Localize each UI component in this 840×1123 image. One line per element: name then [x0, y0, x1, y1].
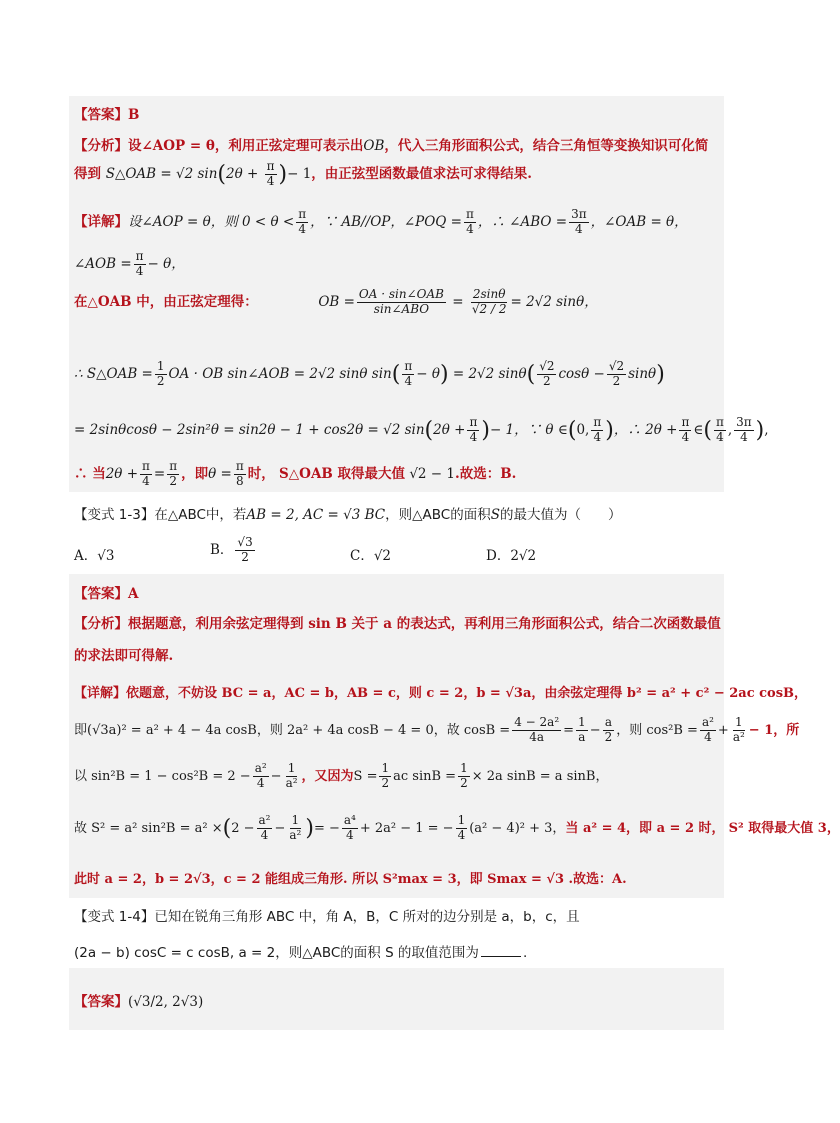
math-expr: = − — [313, 820, 340, 836]
detail-text: S² 取得最大值 3， — [728, 820, 840, 836]
fraction: $\frac{1}{\text{a²}}$ — [732, 715, 745, 744]
analysis-line-3 — [74, 612, 721, 632]
answer-value: B — [128, 107, 140, 123]
math-expr: 设∠AOP = θ，则 0 < θ < — [128, 213, 295, 230]
option-d[interactable]: D．2√2 — [486, 548, 537, 564]
fraction: $\frac{3\pi}{4}$ — [736, 415, 752, 444]
detail-text: ，即 — [181, 465, 209, 482]
fraction: $\frac{√2}{2}$ — [539, 359, 555, 388]
detail-tag: 【详解】 — [74, 686, 127, 701]
variant-tag: 【变式 1-4】 — [74, 909, 155, 925]
fraction: $\frac{\text{OA · sin∠OAB}}{\text{sin∠ABO}}$ — [358, 287, 444, 316]
math-expr: ∈ — [693, 421, 704, 438]
math-expr: √2 − 1 — [409, 465, 456, 482]
answer-blank[interactable] — [481, 956, 521, 957]
detail-text: ∴ 当 — [74, 465, 106, 482]
fraction: $\frac{\text{4 − 2a²}}{4a}$ — [514, 715, 560, 744]
answer-line-1 — [74, 103, 139, 123]
fraction: $\frac{\pi}{4}$ — [135, 249, 144, 278]
detail-text: 此时 a = 2，b = 2√3，c = 2 能组成三角形. 所以 S²max = 3，即 Smax = √3 .故选：A. — [74, 872, 627, 887]
fraction: $\frac{\pi}{4}$ — [465, 207, 474, 236]
stem-text: 已知在锐角三角形 ABC 中，角 A，B，C 所对的边分别是 a，b，c，且 — [154, 909, 580, 925]
detail-line-10: 故 S² = a² sin²B = a² ×(2 − $\frac{\text{a²}}{4}$ − $\frac{1}{\text{a²}}$ )= − $\frac{\text{a⁴}}{4}$ + 2a² − 1 = − $\frac{1}{4}$ (a² − 4)² + 3，当 a² = 4，即 a = 2 时， S² 取得最大值 3， — [74, 813, 840, 842]
option-b[interactable] — [210, 536, 257, 565]
detail-text: 在△OAB 中，由正弦定理得： — [74, 293, 258, 310]
option-c[interactable]: C．√2 — [350, 548, 392, 564]
detail-text: − 1，所 — [748, 722, 800, 738]
answer-tag: 【答案】 — [74, 994, 128, 1010]
detail-text: 当 a² = 4，即 a = 2 时， — [565, 820, 725, 836]
paren-open: ( — [217, 161, 226, 187]
detail-text: ，又因为 — [301, 768, 354, 784]
detail-text: .故选：B. — [455, 465, 517, 482]
detail-line-11 — [74, 868, 627, 887]
answer-value: (√3/2, 2√3) — [128, 994, 204, 1010]
answer-value: A — [128, 586, 139, 602]
math-expr: ∠AOB = — [74, 255, 132, 272]
math-expr: (a² − 4)² + 3， — [469, 820, 566, 836]
fraction: $\frac{\pi}{4}$ — [266, 159, 275, 188]
math-expr: = 2√2 sinθ — [452, 365, 527, 382]
analysis-line-1 — [74, 134, 708, 154]
math-expr: ，∴ ∠ABO = — [477, 213, 568, 230]
math-expr: − — [589, 722, 601, 738]
detail-line-9 — [74, 762, 608, 791]
detail-text: 时， — [247, 465, 275, 482]
analysis-line-2 — [74, 160, 532, 189]
math-expr: = 2√2 sinθ， — [510, 293, 598, 310]
detail-line-2 — [74, 250, 185, 279]
fraction: $\frac{\text{a²}}{4}$ — [258, 813, 271, 842]
fraction: $\frac{1}{\text{a²}}$ — [289, 813, 302, 842]
math-expr: × 2a sinB = a sinB， — [471, 768, 609, 784]
math-expr: S△OAB = √2 sin — [105, 165, 218, 182]
math-expr: 故 S² = a² sin²B = a² × — [74, 820, 223, 836]
math-expr: S = — [353, 768, 378, 784]
fraction: $\frac{\pi}{4}$ — [298, 207, 307, 236]
fraction: $\frac{1}{\text{a²}}$ — [285, 761, 298, 790]
fraction: $\frac{\text{a²}}{4}$ — [254, 761, 267, 790]
fraction: $\frac{\pi}{4}$ — [469, 415, 478, 444]
math-expr: − θ， — [147, 255, 185, 272]
fraction: $\frac{2\sin\theta}{√2 / 2}$ — [471, 287, 507, 316]
math-expr: − 1，∵ θ ∈ — [489, 421, 568, 438]
fraction: $\frac{1}{a}$ — [578, 715, 586, 744]
fraction: $\frac{\pi}{4}$ — [715, 415, 724, 444]
math-expr: AB = 2, AC = √3 BC — [246, 507, 386, 523]
detail-line-3: 在△OAB 中，由正弦定理得： OB = $\frac{\text{OA · sin∠OAB}}{\text{sin∠ABO}}$ = $\frac{2\sin\theta}{√2 / 2}$ = 2√2 sinθ， — [74, 287, 598, 316]
analysis-line-4 — [74, 644, 173, 664]
math-expr: ，∵ AB//OP，∠POQ = — [310, 213, 462, 230]
stem-text: . — [522, 945, 528, 961]
math-expr: = — [563, 722, 575, 738]
detail-line-7 — [74, 682, 807, 701]
fraction: $\frac{\pi}{4}$ — [142, 459, 150, 488]
fraction: $\frac{\pi}{4}$ — [593, 415, 602, 444]
stem-text: 在△ABC中，若 — [154, 507, 247, 523]
fraction: $\frac{√2}{2}$ — [608, 359, 625, 388]
variant-1-4-stem-2 — [74, 941, 527, 961]
variant-1-3-stem — [74, 503, 621, 523]
fraction: $\frac{\text{a²}}{4}$ — [701, 715, 714, 744]
stem-text: (2a − b) cosC = c cosB, a = 2，则△ABC的面积 S 的取值范围为 — [74, 945, 479, 961]
analysis-tag: 【分析】 — [74, 138, 128, 154]
math-expr: ，则 cos²B = — [616, 722, 698, 738]
option-a[interactable]: A．√3 — [74, 548, 115, 564]
answer-tag: 【答案】 — [74, 107, 128, 123]
fraction: $\frac{√3}{2}$ — [237, 535, 253, 564]
paren-close: ) — [278, 161, 288, 187]
math-expr: + 2a² − 1 = − — [359, 820, 454, 836]
detail-text: S△OAB 取得最大值 — [279, 465, 406, 482]
fraction: $\frac{1}{2}$ — [381, 761, 390, 790]
math-expr: ∴ S△OAB = — [74, 365, 153, 382]
math-expr: 2θ + — [225, 165, 263, 182]
stem-text: ，则△ABC的面积 — [385, 507, 491, 523]
math-expr: + — [717, 722, 729, 738]
analysis-text: 根据题意，利用余弦定理得到 sin B 关于 a 的表达式，再利用三角形面积公式，结合二次函数最值 — [128, 616, 721, 632]
detail-line-5: = 2sinθcosθ − 2sin²θ = sin2θ − 1 + cos2θ = √2 sin(2θ + $\frac{\pi}{4}$ )− 1，∵ θ ∈(0, $\frac{\pi}{4}$ )，∴ 2θ + $\frac{\pi}{4}$ ∈( $\frac{\pi}{4}$ , $\frac{3\pi}{4}$ ), — [74, 415, 769, 444]
detail-line-8 — [74, 716, 799, 745]
fraction: $\frac{\pi}{8}$ — [235, 459, 244, 488]
analysis-text: 设∠AOP = θ，利用正弦定理可表示出 — [128, 138, 364, 154]
variant-1-4-stem-1 — [74, 905, 580, 925]
math-expr: θ = — [208, 465, 232, 482]
answer-tag: 【答案】 — [74, 586, 128, 602]
option-label: B． — [210, 541, 234, 558]
stem-text: 的最大值为（ ） — [499, 507, 622, 523]
fraction: $\frac{\pi}{4}$ — [404, 359, 413, 388]
math-var: S — [490, 507, 500, 523]
math-expr: ，∠OAB = θ， — [590, 213, 688, 230]
math-expr: OB = — [318, 293, 355, 310]
analysis-text: 得到 — [74, 165, 101, 182]
fraction: $\frac{\text{a⁴}}{4}$ — [343, 813, 356, 842]
math-expr: 以 sin²B = 1 − cos²B = 2 − — [74, 768, 251, 784]
math-expr: OA · OB sin∠AOB = 2√2 sinθ sin — [168, 365, 392, 382]
detail-text: 依题意，不妨设 BC = a，AC = b，AB = c，则 c = 2，b = √3a，由余弦定理得 b² = a² + c² − 2ac cosB， — [126, 686, 808, 701]
fraction: $\frac{1}{2}$ — [460, 761, 468, 790]
variant-tag: 【变式 1-3】 — [74, 507, 155, 523]
fraction: $\frac{\pi}{4}$ — [681, 415, 690, 444]
analysis-tag: 【分析】 — [74, 616, 128, 632]
fraction: $\frac{3\pi}{4}$ — [571, 207, 587, 236]
fraction: $\frac{\pi}{2}$ — [169, 459, 178, 488]
math-expr: 2θ + — [105, 465, 139, 482]
analysis-text: 的求法即可得解. — [74, 648, 174, 664]
math-expr: − — [270, 768, 282, 784]
detail-line-4: ∴ S△OAB = $\frac{1}{2}$ OA · OB sin∠AOB = 2√2 sinθ sin( $\frac{\pi}{4}$ − θ) = 2√2 sinθ( $\frac{√2}{2}$ cosθ − $\frac{√2}{2}$ sinθ) — [74, 359, 665, 388]
fraction: $\frac{1}{4}$ — [457, 813, 466, 842]
math-expr: = 2sinθcosθ − 2sin²θ = sin2θ − 1 + cos2θ = √2 sin — [74, 421, 425, 438]
analysis-text: ，代入三角形面积公式，结合三角恒等变换知识可化简 — [384, 138, 709, 154]
math-expr: = — [153, 465, 166, 482]
analysis-text: ，由正弦型函数最值求法可求得结果. — [311, 165, 532, 182]
fraction: $\frac{1}{2}$ — [156, 359, 165, 388]
fraction: $\frac{a}{2}$ — [604, 715, 613, 744]
analysis-var: OB — [363, 138, 385, 154]
math-expr: ac sinB = — [393, 768, 457, 784]
answer-line-3 — [74, 990, 203, 1010]
math-expr: ，∴ 2θ + — [613, 421, 678, 438]
math-expr: − 1 — [287, 165, 312, 182]
detail-line-6 — [74, 460, 516, 489]
math-expr: 即(√3a)² = a² + 4 − 4a cosB，则 2a² + 4a cosB − 4 = 0，故 cosB = — [74, 722, 511, 738]
answer-line-2 — [74, 582, 138, 602]
detail-tag: 【详解】 — [74, 213, 128, 230]
detail-line-1 — [74, 208, 688, 237]
